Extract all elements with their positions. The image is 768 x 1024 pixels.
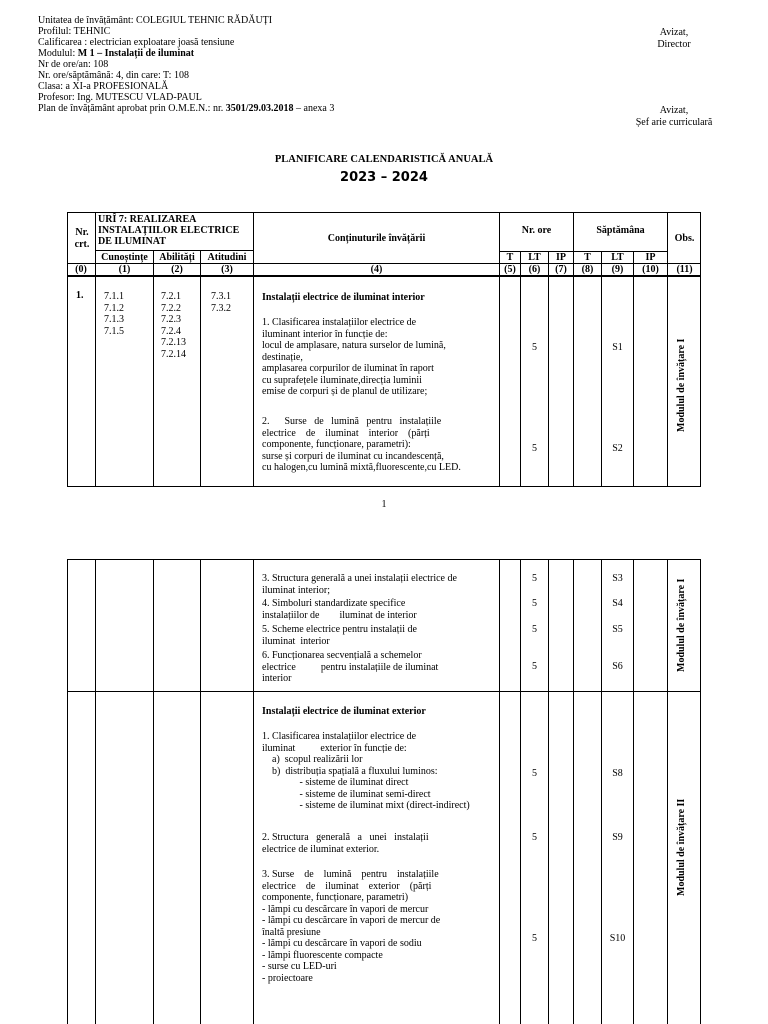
vline <box>548 559 549 1024</box>
content-line: emise de corpuri și de planul de utilizare; <box>262 386 428 397</box>
vline <box>633 559 634 1024</box>
header-cunostinte: Cunoștințe <box>101 252 148 263</box>
index-6: (6) <box>528 264 541 275</box>
code: 7.1.3 <box>104 314 124 325</box>
index-0: (0) <box>75 264 87 275</box>
code: 7.1.5 <box>104 325 124 337</box>
index-2: (2) <box>171 264 183 275</box>
content-line: 5. Scheme electrice pentru instalații de <box>262 624 417 635</box>
module-name: M 1 – Instalații de iluminat <box>77 48 195 59</box>
plan-number: 3501/29.03.2018 <box>225 103 294 114</box>
header-t2: T <box>584 252 591 263</box>
hours-lt: 5 <box>532 443 537 454</box>
vline <box>573 559 574 1024</box>
vline <box>667 559 668 1024</box>
ext-content-item-2 <box>262 832 497 855</box>
plan-suffix: – anexa 3 <box>293 103 335 114</box>
content-line: iluminat interior <box>262 635 330 647</box>
index-9: (9) <box>611 264 624 275</box>
content-line: - lămpi cu descărcare în vapori de mercur <box>262 903 429 915</box>
header-line-hours-week: Nr. ore/săptămână: 4, din care: T: 108 <box>38 70 189 81</box>
content-line: destinație, <box>262 351 303 363</box>
hours-lt: 5 <box>532 624 537 635</box>
vline <box>200 250 201 487</box>
index-1: (1) <box>118 264 131 275</box>
header-uri: URÎ 7: REALIZAREA INSTALAȚIILOR ELECTRICE DE ILUMINAT <box>98 214 240 247</box>
header-line-qualification: Calificarea : electrician exploatare joasă tensiune <box>38 37 235 48</box>
content-line: cu halogen,cu lumină mixtă,fluorescente,cu LED. <box>262 462 461 473</box>
module-prefix: Modulul: <box>38 48 78 59</box>
hline <box>67 691 701 692</box>
content-line: electrice pentru instalațiile de iluminat <box>262 661 439 673</box>
document-header <box>38 15 718 114</box>
content-line: 1. Clasificarea instalațiilor electrice de <box>262 731 417 742</box>
school-year: 2023 – 2024 <box>340 170 428 185</box>
plan-prefix: Plan de învățământ aprobat prin O.M.E.N.: nr. <box>38 103 226 114</box>
content-line: amplasarea corpurilor de iluminat în raport <box>262 363 434 374</box>
section-title-interior: Instalații electrice de iluminat interior <box>262 292 425 303</box>
content-item-2 <box>262 416 497 474</box>
row-number: 1. <box>76 290 84 301</box>
header-ip: IP <box>556 252 566 263</box>
content-line: - lămpi cu descărcare în vapori de sodiu <box>262 938 422 949</box>
vline <box>633 251 634 487</box>
index-3: (3) <box>221 264 233 275</box>
hours-lt: 5 <box>532 598 537 609</box>
page-number: 1 <box>381 499 387 510</box>
content-line: - sisteme de iluminat mixt (direct-indirect) <box>262 800 470 811</box>
hours-lt: 5 <box>532 933 537 944</box>
header-line-class: Clasa: a XI-a PROFESIONALĂ <box>38 81 169 92</box>
hours-lt: 5 <box>532 768 537 779</box>
week-lt: S1 <box>612 342 623 353</box>
vline <box>95 559 96 1024</box>
week-lt: S2 <box>612 443 623 454</box>
content-line: - proiectoare <box>262 972 313 984</box>
code: 7.1.1 <box>104 291 124 302</box>
content-line: electrice de iluminat interior (părți <box>262 427 430 439</box>
code: 7.2.4 <box>161 325 181 337</box>
content-line: - sisteme de iluminat semi-direct <box>262 788 431 800</box>
section-title-exterior: Instalații electrice de iluminat exterior <box>262 706 426 717</box>
code: 7.2.1 <box>161 291 181 302</box>
avizat-label-1: Avizat, <box>659 27 689 38</box>
hours-lt: 5 <box>532 661 537 672</box>
code: 7.3.1 <box>211 291 231 302</box>
index-4: (4) <box>370 264 383 275</box>
code: 7.3.2 <box>211 302 231 314</box>
week-lt: S10 <box>609 933 626 944</box>
week-lt: S9 <box>612 832 623 843</box>
content-line: 3. Surse de lumină pentru instalațiile <box>262 869 439 880</box>
director-label: Director <box>657 39 691 50</box>
code: 7.2.3 <box>161 314 181 325</box>
code: 7.2.14 <box>161 348 186 360</box>
content-line: 3. Structura generală a unei instalații electrice de <box>262 573 457 584</box>
header-line-profile: Profilul: TEHNIC <box>38 26 111 37</box>
module-label-1-cont: Modulul de învățare I <box>676 578 687 672</box>
content-line: interior <box>262 673 292 684</box>
content-line: înaltă presiune <box>262 926 321 938</box>
content-item-3 <box>262 573 497 596</box>
content-line: a) scopul realizării lor <box>262 754 363 765</box>
content-line: 2. Surse de lumină pentru instalațiile <box>262 416 442 427</box>
content-line: surse și corpuri de iluminat cu incandescență, <box>262 450 444 462</box>
header-nr-ore: Nr. ore <box>521 225 552 236</box>
approval-director <box>626 27 722 51</box>
header-lt2: LT <box>611 252 624 263</box>
header-line-teacher: Profesor: Ing. MUTESCU VLAD-PAUL <box>38 92 202 103</box>
module-label-1: Modulul de învățare I <box>676 338 687 432</box>
header-abilitati: Abilități <box>159 252 195 263</box>
page-title: PLANIFICARE CALENDARISTICĂ ANUALĂ <box>274 154 494 165</box>
index-10: (10) <box>642 264 659 275</box>
hours-lt: 5 <box>532 832 537 843</box>
content-line: electrice de iluminat exterior (părți <box>262 880 432 892</box>
ext-content-item-3 <box>262 869 497 984</box>
content-line: - lămpi fluorescente compacte <box>262 949 383 961</box>
content-item-6 <box>262 650 497 685</box>
abilitati-list <box>161 291 199 360</box>
vline <box>548 251 549 487</box>
header-saptamana: Săptămâna <box>596 225 645 236</box>
content-line: 2. Structura generală a unei instalații <box>262 832 429 843</box>
week-lt: S3 <box>612 573 623 584</box>
content-line: - surse cu LED-uri <box>262 961 337 972</box>
content-item-5 <box>262 624 497 647</box>
content-line: 1. Clasificarea instalațiilor electrice de <box>262 317 417 328</box>
vline <box>667 212 668 487</box>
code: 7.2.13 <box>161 337 186 348</box>
week-lt: S6 <box>612 661 623 672</box>
index-5: (5) <box>504 264 516 275</box>
content-line: iluminat exterior în funcție de: <box>262 742 407 754</box>
sef-arie-label: Șef arie curriculară <box>635 117 713 128</box>
content-line: locul de amplasare, natura surselor de lumină, <box>262 340 446 351</box>
header-line-school: Unitatea de învățământ: COLEGIUL TEHNIC RĂDĂUȚI <box>38 15 273 26</box>
code: 7.2.2 <box>161 302 181 314</box>
vline <box>253 559 254 1024</box>
hours-lt: 5 <box>532 573 537 584</box>
content-item-4 <box>262 598 497 621</box>
header-nr-crt: Nr. crt. <box>74 227 90 250</box>
content-line: 6. Funcționarea secvențială a schemelor <box>262 650 422 661</box>
hline <box>95 250 253 251</box>
header-line-hours-year: Nr de ore/an: 108 <box>38 59 109 70</box>
header-atitudini: Atitudini <box>207 252 247 263</box>
index-11: (11) <box>676 264 693 275</box>
cunostinte-list <box>104 291 152 337</box>
ext-content-item-1 <box>262 731 497 812</box>
index-8: (8) <box>581 264 594 275</box>
week-lt: S4 <box>612 598 623 609</box>
approval-head <box>614 105 734 129</box>
atitudini-list <box>211 291 251 314</box>
content-line: componente, funcționare, parametri): <box>262 439 411 450</box>
content-line: - lămpi cu descărcare în vapori de mercur de <box>262 915 441 926</box>
content-item-1 <box>262 317 497 398</box>
content-line: componente, funcționare, parametri) <box>262 892 409 903</box>
vline <box>153 559 154 1024</box>
header-obs: Obs. <box>674 233 695 244</box>
content-line: - sisteme de iluminat direct <box>262 777 409 788</box>
header-ip2: IP <box>645 252 656 263</box>
header-lt: LT <box>528 252 541 263</box>
week-lt: S5 <box>612 624 623 635</box>
vline <box>499 559 500 1024</box>
vline <box>153 250 154 487</box>
content-line: cu suprafețele iluminate,direcția luminii <box>262 374 422 386</box>
hours-lt: 5 <box>532 342 537 353</box>
avizat-label-2: Avizat, <box>659 105 689 116</box>
content-line: 4. Simboluri standardizate specifice <box>262 598 406 609</box>
header-continuturi: Conținuturile învățării <box>327 233 426 244</box>
week-lt: S8 <box>612 768 623 779</box>
vline <box>200 559 201 1024</box>
content-line: electrice de iluminat exterior. <box>262 843 380 855</box>
header-t: T <box>506 252 514 263</box>
content-line: instalațiilor de iluminat de interior <box>262 609 417 621</box>
index-7: (7) <box>555 264 567 275</box>
vline <box>253 212 254 487</box>
content-line: iluminant interior în funcție de: <box>262 328 388 340</box>
code: 7.1.2 <box>104 302 124 314</box>
content-line: b) distribuția spațială a fluxului luminos: <box>262 765 438 777</box>
header-line-module <box>38 48 718 59</box>
module-label-2: Modulul de învățare II <box>676 798 687 897</box>
content-line: iluminat interior; <box>262 584 331 596</box>
